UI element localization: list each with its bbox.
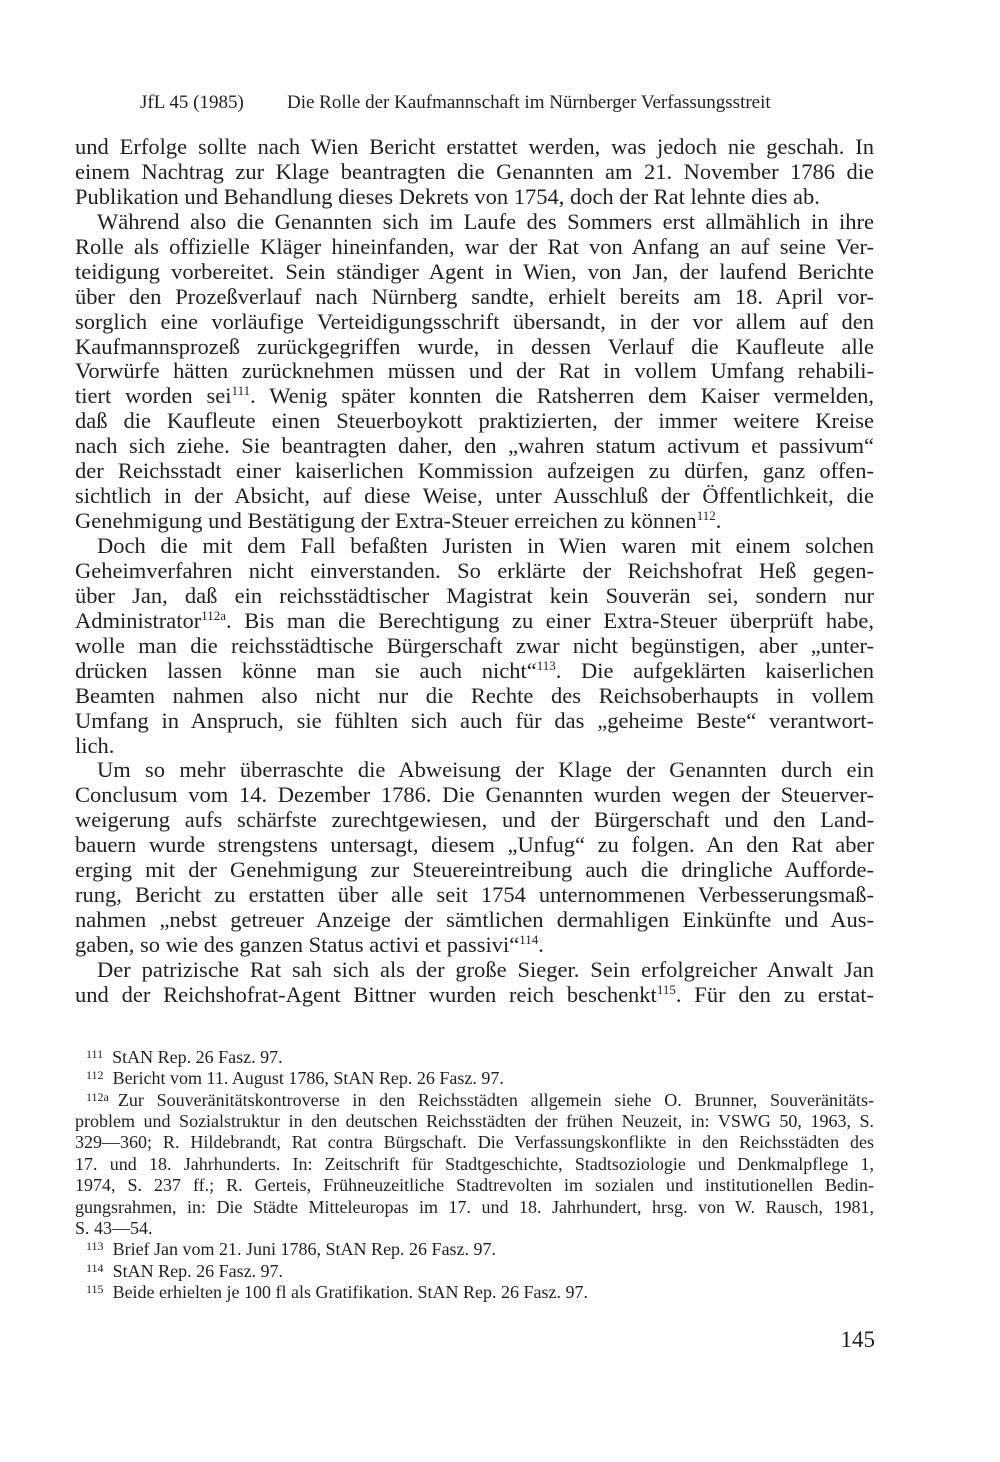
text-run: . — [715, 508, 722, 534]
line-content — [75, 932, 544, 957]
line-content — [75, 832, 874, 857]
footnote-number: 112 — [86, 1068, 104, 1083]
line-content — [75, 483, 874, 508]
text-line — [75, 260, 874, 285]
line-content — [75, 1218, 153, 1238]
text-run: Beide erhielten je 100 fl als Gratifikation. StAN Rep. 26 Fasz. 97. — [112, 1281, 588, 1302]
text-run: gungsrahmen, in: Die Städte Mitteleuropas im 17. und 18. Jahrhundert, hrsg. von W. Rausch, 1981, — [75, 1196, 874, 1217]
footnote-114 — [75, 1261, 874, 1282]
text-run: sichtlich in der Absicht, auf diese Weise, unter Ausschluß der Öffentlichkeit, die — [75, 483, 874, 509]
line-content — [75, 184, 820, 209]
text-run: . Für den zu erstat- — [675, 981, 874, 1007]
text-run: und Erfolge sollte nach Wien Bericht erstattet werden, was jedoch nie geschah. In — [75, 134, 874, 159]
footnote-line — [75, 1047, 874, 1068]
text-run: Rolle als offizielle Kläger hineinfanden, war der Rat von Anfang an auf seine Ver- — [75, 233, 874, 259]
line-content — [75, 309, 874, 334]
footnote-line — [75, 1090, 874, 1111]
text-run: Publikation und Behandlung dieses Dekrets von 1754, doch der Rat lehnte dies ab. — [75, 183, 820, 209]
footnote-reference: 112 — [696, 508, 716, 524]
text-run: bauern wurde strengstens untersagt, diesem „Unfug“ zu folgen. An den Rat aber — [75, 832, 874, 858]
text-line — [75, 808, 874, 833]
line-content — [97, 957, 874, 982]
text-run: . Bis man die Berechtigung zu einer Extra-Steuer überprüft habe, — [226, 607, 874, 633]
line-content — [75, 608, 874, 633]
footnote-line — [75, 1218, 874, 1239]
text-run: . — [538, 932, 544, 957]
text-run: Beamten nahmen also nicht nur die Rechte des Reichsoberhaupts in vollem — [75, 682, 874, 708]
footnote-reference: 114 — [519, 932, 539, 947]
line-content — [75, 658, 874, 683]
text-line — [75, 135, 874, 160]
line-content — [75, 733, 114, 758]
footnote-line — [75, 1197, 874, 1218]
text-line — [75, 434, 874, 459]
footnote-number: 114 — [86, 1260, 104, 1275]
line-content — [75, 383, 874, 408]
text-run: nahmen „nebst getreuer Anzeige der sämtlichen dermahligen Einkünfte und Aus- — [75, 907, 874, 933]
footnote-reference: 113 — [536, 657, 556, 673]
line-content — [75, 882, 874, 907]
line-content — [75, 259, 874, 284]
line-content — [75, 708, 874, 733]
footnote-line — [75, 1261, 874, 1282]
text-run: sorglich eine vorläufige Verteidigungsschrift übersandt, in der vor allem auf den — [75, 308, 874, 334]
line-content — [97, 757, 874, 782]
text-line — [75, 534, 874, 559]
text-run: erging mit der Genehmigung zur Steuereintreibung auch die dringliche Aufforde- — [75, 857, 874, 883]
line-content — [86, 1047, 283, 1067]
line-content — [75, 1132, 874, 1152]
footnote-line — [75, 1282, 874, 1303]
text-line — [75, 634, 874, 659]
text-run: rung, Bericht zu erstatten über alle seit 1754 unternommenen Verbesserungsmaß- — [75, 882, 874, 908]
text-run: einem Nachtrag zur Klage beantragten die Genannten am 21. November 1786 die — [75, 158, 874, 184]
text-line — [75, 908, 874, 933]
text-line — [75, 509, 874, 534]
text-line — [75, 335, 874, 360]
footnote-line — [75, 1239, 874, 1260]
text-run: über den Prozeßverlauf nach Nürnberg sandte, erhielt bereits am 18. April vor- — [75, 283, 874, 309]
text-line — [75, 235, 874, 260]
line-content — [75, 857, 874, 882]
text-line — [75, 210, 874, 235]
line-content — [75, 807, 874, 832]
line-content — [86, 1068, 504, 1088]
line-content — [86, 1282, 588, 1302]
footnote-111 — [75, 1047, 874, 1068]
line-content — [75, 234, 874, 259]
text-run: der Reichsstadt einer kaiserlichen Kommission aufzeigen zu dürfen, ganz offen- — [75, 458, 874, 484]
text-run: Um so mehr überraschte die Abweisung der Klage der Genannten durch ein — [97, 757, 874, 783]
text-run: Genehmigung und Bestätigung der Extra-Steuer erreichen zu können — [75, 508, 697, 534]
text-run: . Wenig später konnten die Ratsherren dem Kaiser vermelden, — [250, 383, 874, 409]
line-content — [75, 284, 874, 309]
text-run: S. 43—54. — [75, 1217, 153, 1238]
footnote-line — [75, 1068, 874, 1089]
running-header — [0, 91, 1000, 115]
footnote-reference: 115 — [656, 981, 676, 997]
text-run: über Jan, daß ein reichsstädtischer Magistrat kein Souverän sei, sondern nur — [75, 582, 874, 608]
text-line — [75, 310, 874, 335]
text-run: Brief Jan vom 21. Juni 1786, StAN Rep. 26 Fasz. 97. — [112, 1239, 497, 1260]
line-content — [97, 209, 874, 234]
line-content — [86, 1239, 496, 1259]
text-run: Doch die mit dem Fall befaßten Juristen in Wien waren mit einem solchen — [97, 533, 874, 558]
line-content — [75, 408, 874, 433]
footnote-line — [75, 1132, 874, 1153]
text-line — [75, 185, 874, 210]
text-line — [75, 484, 874, 509]
paragraph — [75, 135, 874, 210]
footnote-number: 111 — [86, 1047, 104, 1061]
text-line — [75, 659, 874, 684]
journal-citation: JfL 45 (1985) — [140, 92, 244, 113]
text-line — [75, 933, 874, 958]
text-line — [75, 758, 874, 783]
line-content — [75, 982, 874, 1007]
text-run: Der patrizische Rat sah sich als der große Sieger. Sein erfolgreicher Anwalt Jan — [97, 956, 874, 982]
line-content — [75, 782, 874, 807]
text-line — [75, 883, 874, 908]
text-run: teidigung vorbereitet. Sein ständiger Agent in Wien, von Jan, der laufend Berichte — [75, 258, 874, 284]
text-run: StAN Rep. 26 Fasz. 97. — [112, 1047, 283, 1067]
line-content — [75, 583, 874, 608]
text-run: und der Reichshofrat-Agent Bittner wurden reich beschenkt — [75, 981, 657, 1007]
footnote-113 — [75, 1239, 874, 1260]
text-line — [75, 285, 874, 310]
text-run: 1974, S. 237 ff.; R. Gerteis, Frühneuzeitliche Stadtrevolten im sozialen und institutionellen Bedin- — [75, 1175, 874, 1196]
text-line — [75, 459, 874, 484]
footnote-number: 115 — [86, 1281, 104, 1296]
text-run: lich. — [75, 732, 115, 758]
line-content — [75, 633, 874, 658]
text-run: nach sich ziehe. Sie beantragten daher, den „wahren statum activum et passivum“ — [75, 433, 874, 459]
footnote-line — [75, 1175, 874, 1196]
footnote-115 — [75, 1282, 874, 1303]
text-run: 329—360; R. Hildebrandt, Rat contra Bürgschaft. Die Verfassungskonflikte in den Reichsstädten des — [75, 1132, 874, 1153]
text-line — [75, 409, 874, 434]
line-content — [86, 1261, 283, 1281]
paragraph — [75, 758, 874, 958]
footnote-number: 112a — [86, 1089, 109, 1104]
line-content — [75, 458, 874, 483]
text-line — [75, 584, 874, 609]
text-line — [75, 983, 874, 1008]
footnote-112 — [75, 1068, 874, 1089]
text-line — [75, 958, 874, 983]
text-line — [75, 684, 874, 709]
line-content — [86, 1090, 874, 1110]
text-run: Administrator — [75, 607, 202, 633]
text-run: gaben, so wie des ganzen Status activi et passivi“ — [75, 932, 520, 957]
text-line — [75, 858, 874, 883]
text-run: Conclusum vom 14. Dezember 1786. Die Genannten wurden wegen der Steuerver- — [75, 782, 874, 808]
footnotes — [75, 1047, 874, 1303]
line-content — [75, 1197, 874, 1217]
footnote-line — [75, 1154, 874, 1175]
text-run: . Die aufgeklärten kaiserlichen — [555, 657, 874, 683]
text-line — [75, 359, 874, 384]
text-run: tiert worden sei — [75, 383, 232, 409]
text-run: daß die Kaufleute einen Steuerboykott praktizierten, der immer weitere Kreise — [75, 408, 874, 434]
footnote-112a — [75, 1090, 874, 1240]
text-line — [75, 833, 874, 858]
text-line — [75, 384, 874, 409]
line-content — [75, 1111, 874, 1131]
line-content — [75, 558, 874, 583]
text-line — [75, 734, 874, 759]
footnote-reference: 112a — [201, 607, 227, 623]
text-run: wolle man die reichsstädtische Bürgerschaft zwar nicht begünstigen, aber „unter- — [75, 632, 874, 658]
page-number: 145 — [840, 1327, 875, 1352]
line-content — [75, 334, 874, 359]
text-run: Geheimverfahren nicht einverstanden. So erklärte der Reichshofrat Heß gegen- — [75, 557, 874, 583]
paragraph — [75, 958, 874, 1008]
line-content — [75, 907, 874, 932]
text-line — [75, 160, 874, 185]
text-line — [75, 609, 874, 634]
text-run: Kaufmannsprozeß zurückgegriffen wurde, in dessen Verlauf die Kaufleute alle — [75, 333, 874, 359]
text-run: Umfang in Anspruch, sie fühlten sich auch für das „geheime Beste“ verantwort- — [75, 707, 874, 733]
text-run: Zur Souveränitätskontroverse in den Reichsstädten allgemein siehe O. Brunner, Souveränitäts- — [117, 1089, 874, 1110]
line-content — [75, 683, 874, 708]
text-line — [75, 709, 874, 734]
text-run: Vorwürfe hätten zurücknehmen müssen und der Rat in vollem Umfang rehabili- — [75, 358, 874, 384]
line-content — [75, 508, 721, 533]
running-title: Die Rolle der Kaufmannschaft im Nürnberger Verfassungsstreit — [287, 92, 771, 113]
text-line — [75, 783, 874, 808]
text-line — [75, 559, 874, 584]
text-run: weigerung aufs schärfste zurechtgewiesen, und der Bürgerschaft und den Land- — [75, 807, 874, 833]
line-content — [97, 533, 874, 558]
body-text — [75, 135, 874, 1008]
text-run: drücken lassen könne man sie auch nicht“ — [75, 657, 537, 683]
line-content — [75, 358, 874, 383]
text-run: Bericht vom 11. August 1786, StAN Rep. 26 Fasz. 97. — [112, 1068, 504, 1089]
line-content — [75, 433, 874, 458]
text-run: StAN Rep. 26 Fasz. 97. — [112, 1260, 284, 1281]
text-run: problem und Sozialstruktur in den deutschen Reichsstädten der frühen Neuzeit, in: VSWG 50, 1963, S. — [75, 1111, 874, 1132]
paragraph — [75, 534, 874, 758]
footnote-reference: 111 — [231, 383, 251, 399]
footnote-line — [75, 1111, 874, 1132]
line-content — [75, 159, 874, 184]
text-run: 17. und 18. Jahrhunderts. In: Zeitschrift für Stadtgeschichte, Stadtsoziologie und Denkmalpflege 1, — [75, 1153, 874, 1174]
text-run: Während also die Genannten sich im Laufe des Sommers erst allmählich in ihre — [97, 208, 874, 234]
line-content — [75, 134, 874, 159]
paragraph — [75, 210, 874, 534]
line-content — [75, 1175, 874, 1195]
line-content — [75, 1154, 874, 1174]
footnote-number: 113 — [86, 1239, 104, 1254]
